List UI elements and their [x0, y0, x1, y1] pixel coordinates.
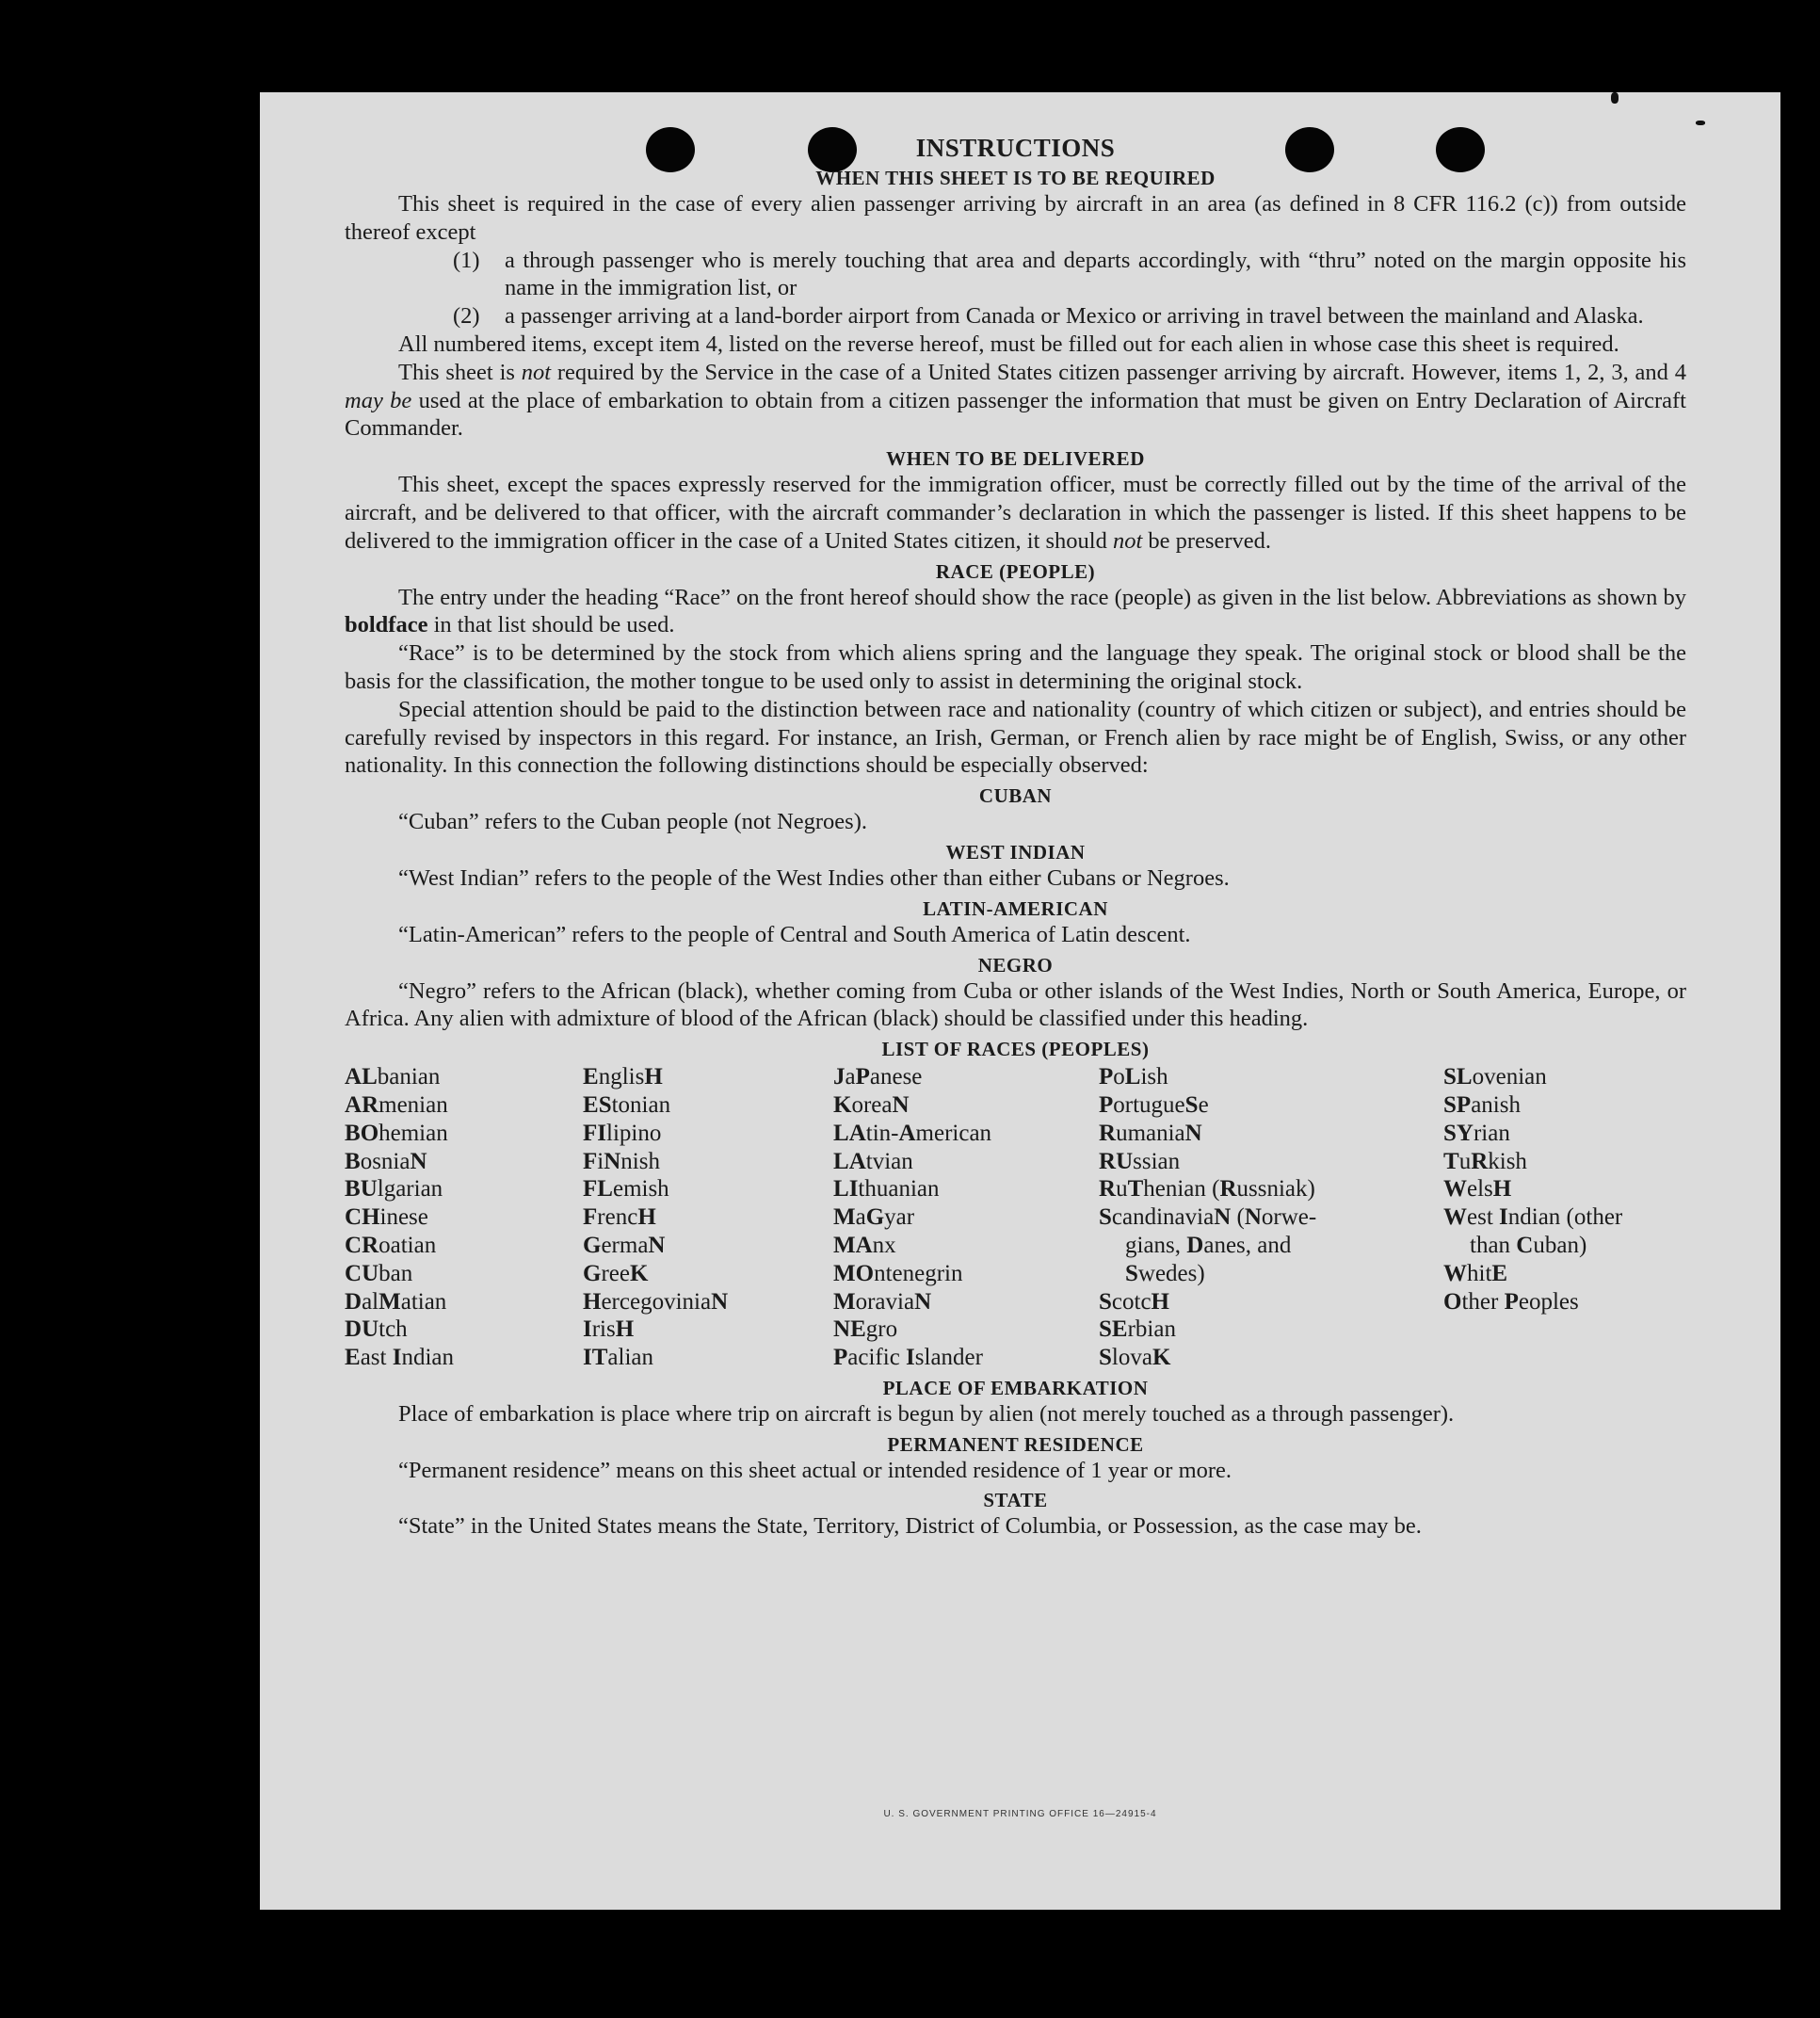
- paragraph: “Race” is to be determined by the stock from which aliens spring and the language they speak. The original stock or blood shall be the basis for the classification, the mother tongue to be used only to assist in determining the original stock.: [345, 640, 1686, 694]
- page-title: INSTRUCTIONS: [915, 134, 1116, 162]
- race-entry: DUtch: [345, 1316, 408, 1343]
- race-entry: SlovaK: [1099, 1345, 1171, 1371]
- race-entry: RUssian: [1099, 1148, 1181, 1174]
- paragraph: This sheet is required in the case of every alien passenger arriving by aircraft in an area (as defined in 8 CFR 116.2 (c)) from outside thereof except: [345, 191, 1686, 245]
- paragraph: “Cuban” refers to the Cuban people (not Negroes).: [398, 809, 867, 835]
- race-column: [583, 1063, 833, 1372]
- list-item: [345, 302, 1686, 331]
- race-entry: HercegoviniaN: [583, 1288, 729, 1315]
- item-text: a through passenger who is merely touching that area and departs accordingly, with “thru” noted on the margin opposite his name in the immigration list, or: [505, 247, 1686, 301]
- race-entry: BOhemian: [345, 1120, 448, 1146]
- text-run: required by the Service in the case of a United States citizen passenger arriving by aircraft. However, items 1, 2, 3, and 4: [551, 359, 1686, 385]
- race-entry: RuThenian (Russniak): [1099, 1176, 1315, 1203]
- race-entry: SPanish: [1443, 1091, 1521, 1118]
- scan-speck: [1696, 121, 1705, 125]
- text-run: used at the place of embarkation to obtain from a citizen passenger the information that must be given on Entry Declaration of Aircraft Commander.: [345, 387, 1686, 442]
- race-entry: JaPanese: [833, 1064, 923, 1090]
- race-entry: EStonian: [583, 1091, 671, 1118]
- race-entry: NEgro: [833, 1316, 898, 1343]
- text-run: The entry under the heading “Race” on the front hereof should show the race (people) as given in the list below. Abbreviations as shown by: [398, 584, 1686, 610]
- race-column: [1443, 1063, 1669, 1372]
- section-heading: RACE (PEOPLE): [935, 559, 1096, 583]
- text-run: This sheet is: [398, 359, 522, 385]
- section-heading: WEST INDIAN: [945, 840, 1086, 864]
- race-entry: ScotcH: [1099, 1288, 1169, 1315]
- race-entry: BosniaN: [345, 1148, 427, 1174]
- race-entry: MoraviaN: [833, 1288, 932, 1315]
- race-entry: BUlgarian: [345, 1176, 443, 1203]
- race-entry: TuRkish: [1443, 1148, 1527, 1174]
- race-entry: Pacific Islander: [833, 1345, 983, 1371]
- section-heading: LATIN-AMERICAN: [923, 896, 1108, 920]
- race-entry: RumaniaN: [1099, 1120, 1202, 1146]
- race-entry: GermaN: [583, 1232, 666, 1258]
- paragraph: [345, 471, 1686, 555]
- race-entry: MOntenegrin: [833, 1260, 963, 1286]
- section-heading: WHEN TO BE DELIVERED: [886, 447, 1145, 471]
- race-entry: CUban: [345, 1260, 413, 1286]
- paragraph: “Latin-American” refers to the people of Central and South America of Latin descent.: [398, 921, 1191, 947]
- race-column: [833, 1063, 1099, 1372]
- paragraph: [345, 584, 1686, 640]
- race-column: [1099, 1063, 1443, 1372]
- section-heading: PLACE OF EMBARKATION: [882, 1376, 1149, 1399]
- section-heading: LIST OF RACES (PEOPLES): [881, 1038, 1150, 1061]
- italic-run: not: [1112, 527, 1143, 554]
- race-entry: FLemish: [583, 1176, 669, 1203]
- italic-run: not: [521, 359, 552, 385]
- section-heading: NEGRO: [977, 953, 1054, 977]
- paragraph: Special attention should be paid to the distinction between race and nationality (country of which citizen or subject), and entries should be carefully revised by inspectors in this regard. For instance, an Irish, German, or French alien by race might be of English, Swiss, or any other nationality. In this connection the following distinctions should be especially observed:: [345, 696, 1686, 779]
- paragraph: All numbered items, except item 4, listed on the reverse hereof, must be filled out for each alien in whose case this sheet is required.: [398, 331, 1619, 357]
- race-entry: ALbanian: [345, 1064, 441, 1090]
- race-entry: gians, Danes, and: [1125, 1232, 1292, 1258]
- race-entry: ITalian: [583, 1345, 654, 1371]
- item-text: a passenger arriving at a land-border airport from Canada or Mexico or arriving in travel between the mainland and Alaska.: [505, 303, 1644, 330]
- race-entry: than Cuban): [1470, 1232, 1587, 1258]
- bold-run: boldface: [345, 612, 428, 638]
- race-entry: SLovenian: [1443, 1064, 1547, 1090]
- race-entry: FrencH: [583, 1204, 656, 1231]
- list-item: [345, 247, 1686, 303]
- instruction-sheet: [260, 92, 1780, 1910]
- item-number: (2): [453, 303, 480, 330]
- race-entry: PoLish: [1099, 1064, 1168, 1090]
- race-entry: WelsH: [1443, 1176, 1512, 1203]
- section-heading: CUBAN: [978, 784, 1053, 808]
- scan-speck: [1611, 92, 1619, 104]
- race-entry: ARmenian: [345, 1091, 448, 1118]
- section-heading: PERMANENT RESIDENCE: [887, 1432, 1144, 1456]
- race-entry: GreeK: [583, 1260, 649, 1286]
- race-entry: LAtin-American: [833, 1120, 992, 1146]
- race-entry: East Indian: [345, 1345, 454, 1371]
- race-entry: IrisH: [583, 1316, 635, 1343]
- paragraph: “State” in the United States means the State, Territory, District of Columbia, or Possession, as the case may be.: [398, 1513, 1422, 1540]
- race-entry: CRoatian: [345, 1232, 437, 1258]
- race-entry: PortugueSe: [1099, 1091, 1209, 1118]
- race-entry: DalMatian: [345, 1288, 447, 1315]
- race-entry: SErbian: [1099, 1316, 1176, 1343]
- race-column: [345, 1063, 583, 1372]
- italic-run: may be: [345, 387, 412, 413]
- race-entry: MAnx: [833, 1232, 896, 1258]
- printer-imprint: U. S. GOVERNMENT PRINTING OFFICE 16—24915-4: [883, 1809, 1157, 1819]
- paragraph: “Permanent residence” means on this sheet actual or intended residence of 1 year or more.: [398, 1457, 1232, 1483]
- race-entry: EnglisH: [583, 1064, 663, 1090]
- race-entry: LAtvian: [833, 1148, 913, 1174]
- race-entry: Swedes): [1125, 1260, 1205, 1286]
- text-run: in that list should be used.: [427, 612, 675, 638]
- section-heading: STATE: [983, 1489, 1048, 1512]
- race-entry: LIthuanian: [833, 1176, 940, 1203]
- text-run: This sheet, except the spaces expressly reserved for the immigration officer, must be correctly filled out by the time of the arrival of the aircraft, and be delivered to that officer, with the aircraft commander’s declaration in which the passenger is listed. If this sheet happens to be delivered to the immigration officer in the case of a United States citizen, it should: [345, 472, 1686, 554]
- paragraph: “Negro” refers to the African (black), whether coming from Cuba or other islands of the West Indies, North or South America, Europe, or Africa. Any alien with admixture of blood of the African (black) should be classified under this heading.: [345, 977, 1686, 1032]
- paragraph: Place of embarkation is place where trip on aircraft is begun by alien (not merely touched as a through passenger).: [398, 1400, 1455, 1427]
- race-entry: FIlipino: [583, 1120, 662, 1146]
- race-entry: WhitE: [1443, 1260, 1508, 1286]
- race-entry: FiNnish: [583, 1148, 660, 1174]
- item-number: (1): [453, 247, 480, 273]
- instructions-body: [345, 134, 1686, 1541]
- race-list: [345, 1063, 1686, 1372]
- paragraph: [345, 359, 1686, 443]
- paragraph: “West Indian” refers to the people of the West Indies other than either Cubans or Negroes.: [398, 864, 1230, 891]
- race-entry: West Indian (other: [1443, 1204, 1623, 1231]
- text-run: be preserved.: [1142, 527, 1272, 554]
- race-entry: ScandinaviaN (Norwe-: [1099, 1204, 1317, 1231]
- section-heading: WHEN THIS SHEET IS TO BE REQUIRED: [815, 167, 1216, 189]
- race-entry: MaGyar: [833, 1204, 915, 1231]
- race-entry: SYrian: [1443, 1120, 1510, 1146]
- race-entry: Other Peoples: [1443, 1288, 1579, 1315]
- race-entry: CHinese: [345, 1204, 428, 1231]
- race-entry: KoreaN: [833, 1091, 910, 1118]
